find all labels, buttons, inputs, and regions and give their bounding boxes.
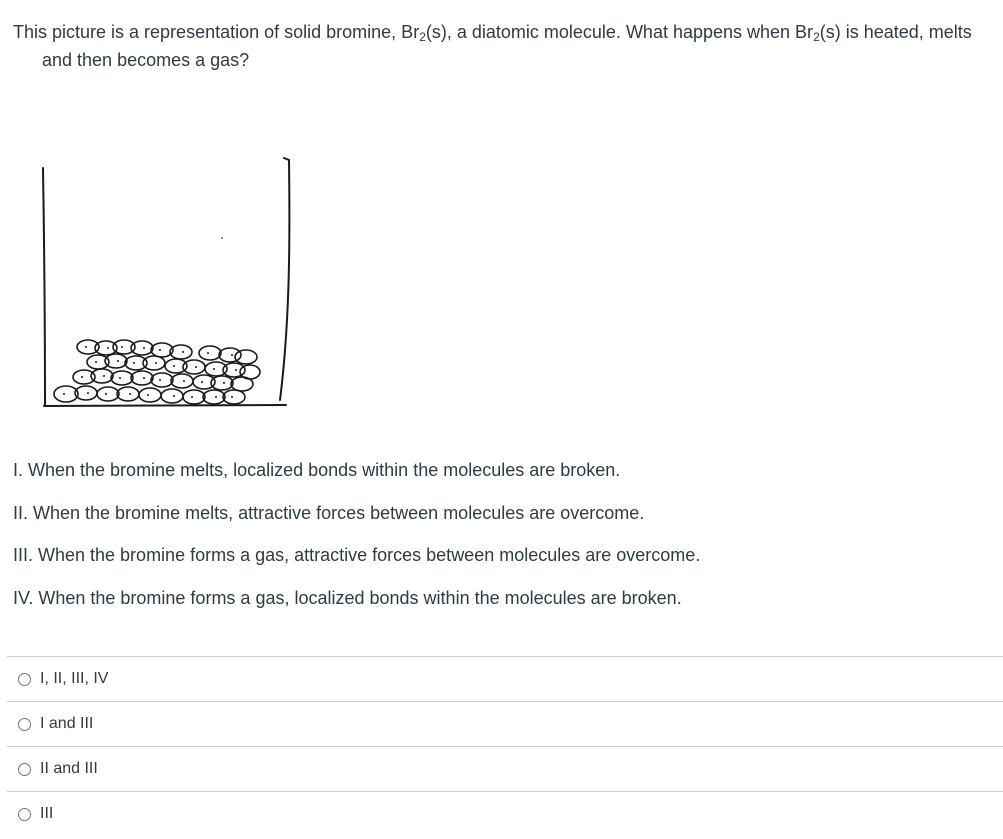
answer-options: [7, 656, 1003, 836]
radio-button[interactable]: [18, 808, 31, 821]
question-text: [13, 18, 988, 74]
statements-list: [13, 456, 973, 626]
beaker-figure: [36, 150, 296, 415]
answer-label: I, II, III, IV: [40, 670, 109, 687]
statement-ii: II. When the bromine melts, attractive forces between molecules are overcome.: [13, 502, 645, 523]
answer-label: III: [40, 805, 54, 822]
radio-button[interactable]: [18, 673, 31, 686]
answer-label: I and III: [40, 715, 94, 732]
question-part-3: (s) is heated, melts and then becomes a gas?: [42, 22, 972, 70]
question-part-1: This picture is a representation of solid bromine, Br: [13, 22, 420, 42]
subscript-2: 2: [813, 30, 820, 44]
statement-i: I. When the bromine melts, localized bonds within the molecules are broken.: [13, 460, 621, 480]
radio-button[interactable]: [18, 718, 31, 731]
question-part-2: (s), a diatomic molecule. What happens when Br: [425, 22, 814, 42]
answer-option-3[interactable]: [7, 746, 1003, 791]
answer-option-2[interactable]: [7, 701, 1003, 746]
answer-label: II and III: [40, 760, 98, 777]
statement-iv: IV. When the bromine forms a gas, localized bonds within the molecules are broken.: [13, 587, 682, 608]
beaker-with-solid-bromine-molecules-icon: [36, 150, 296, 415]
answer-option-1[interactable]: [7, 656, 1003, 701]
subscript-2: 2: [419, 30, 426, 44]
statement-iii: III. When the bromine forms a gas, attractive forces between molecules are overcome.: [13, 545, 701, 565]
answer-option-4[interactable]: [7, 791, 1003, 836]
radio-button[interactable]: [18, 763, 31, 776]
